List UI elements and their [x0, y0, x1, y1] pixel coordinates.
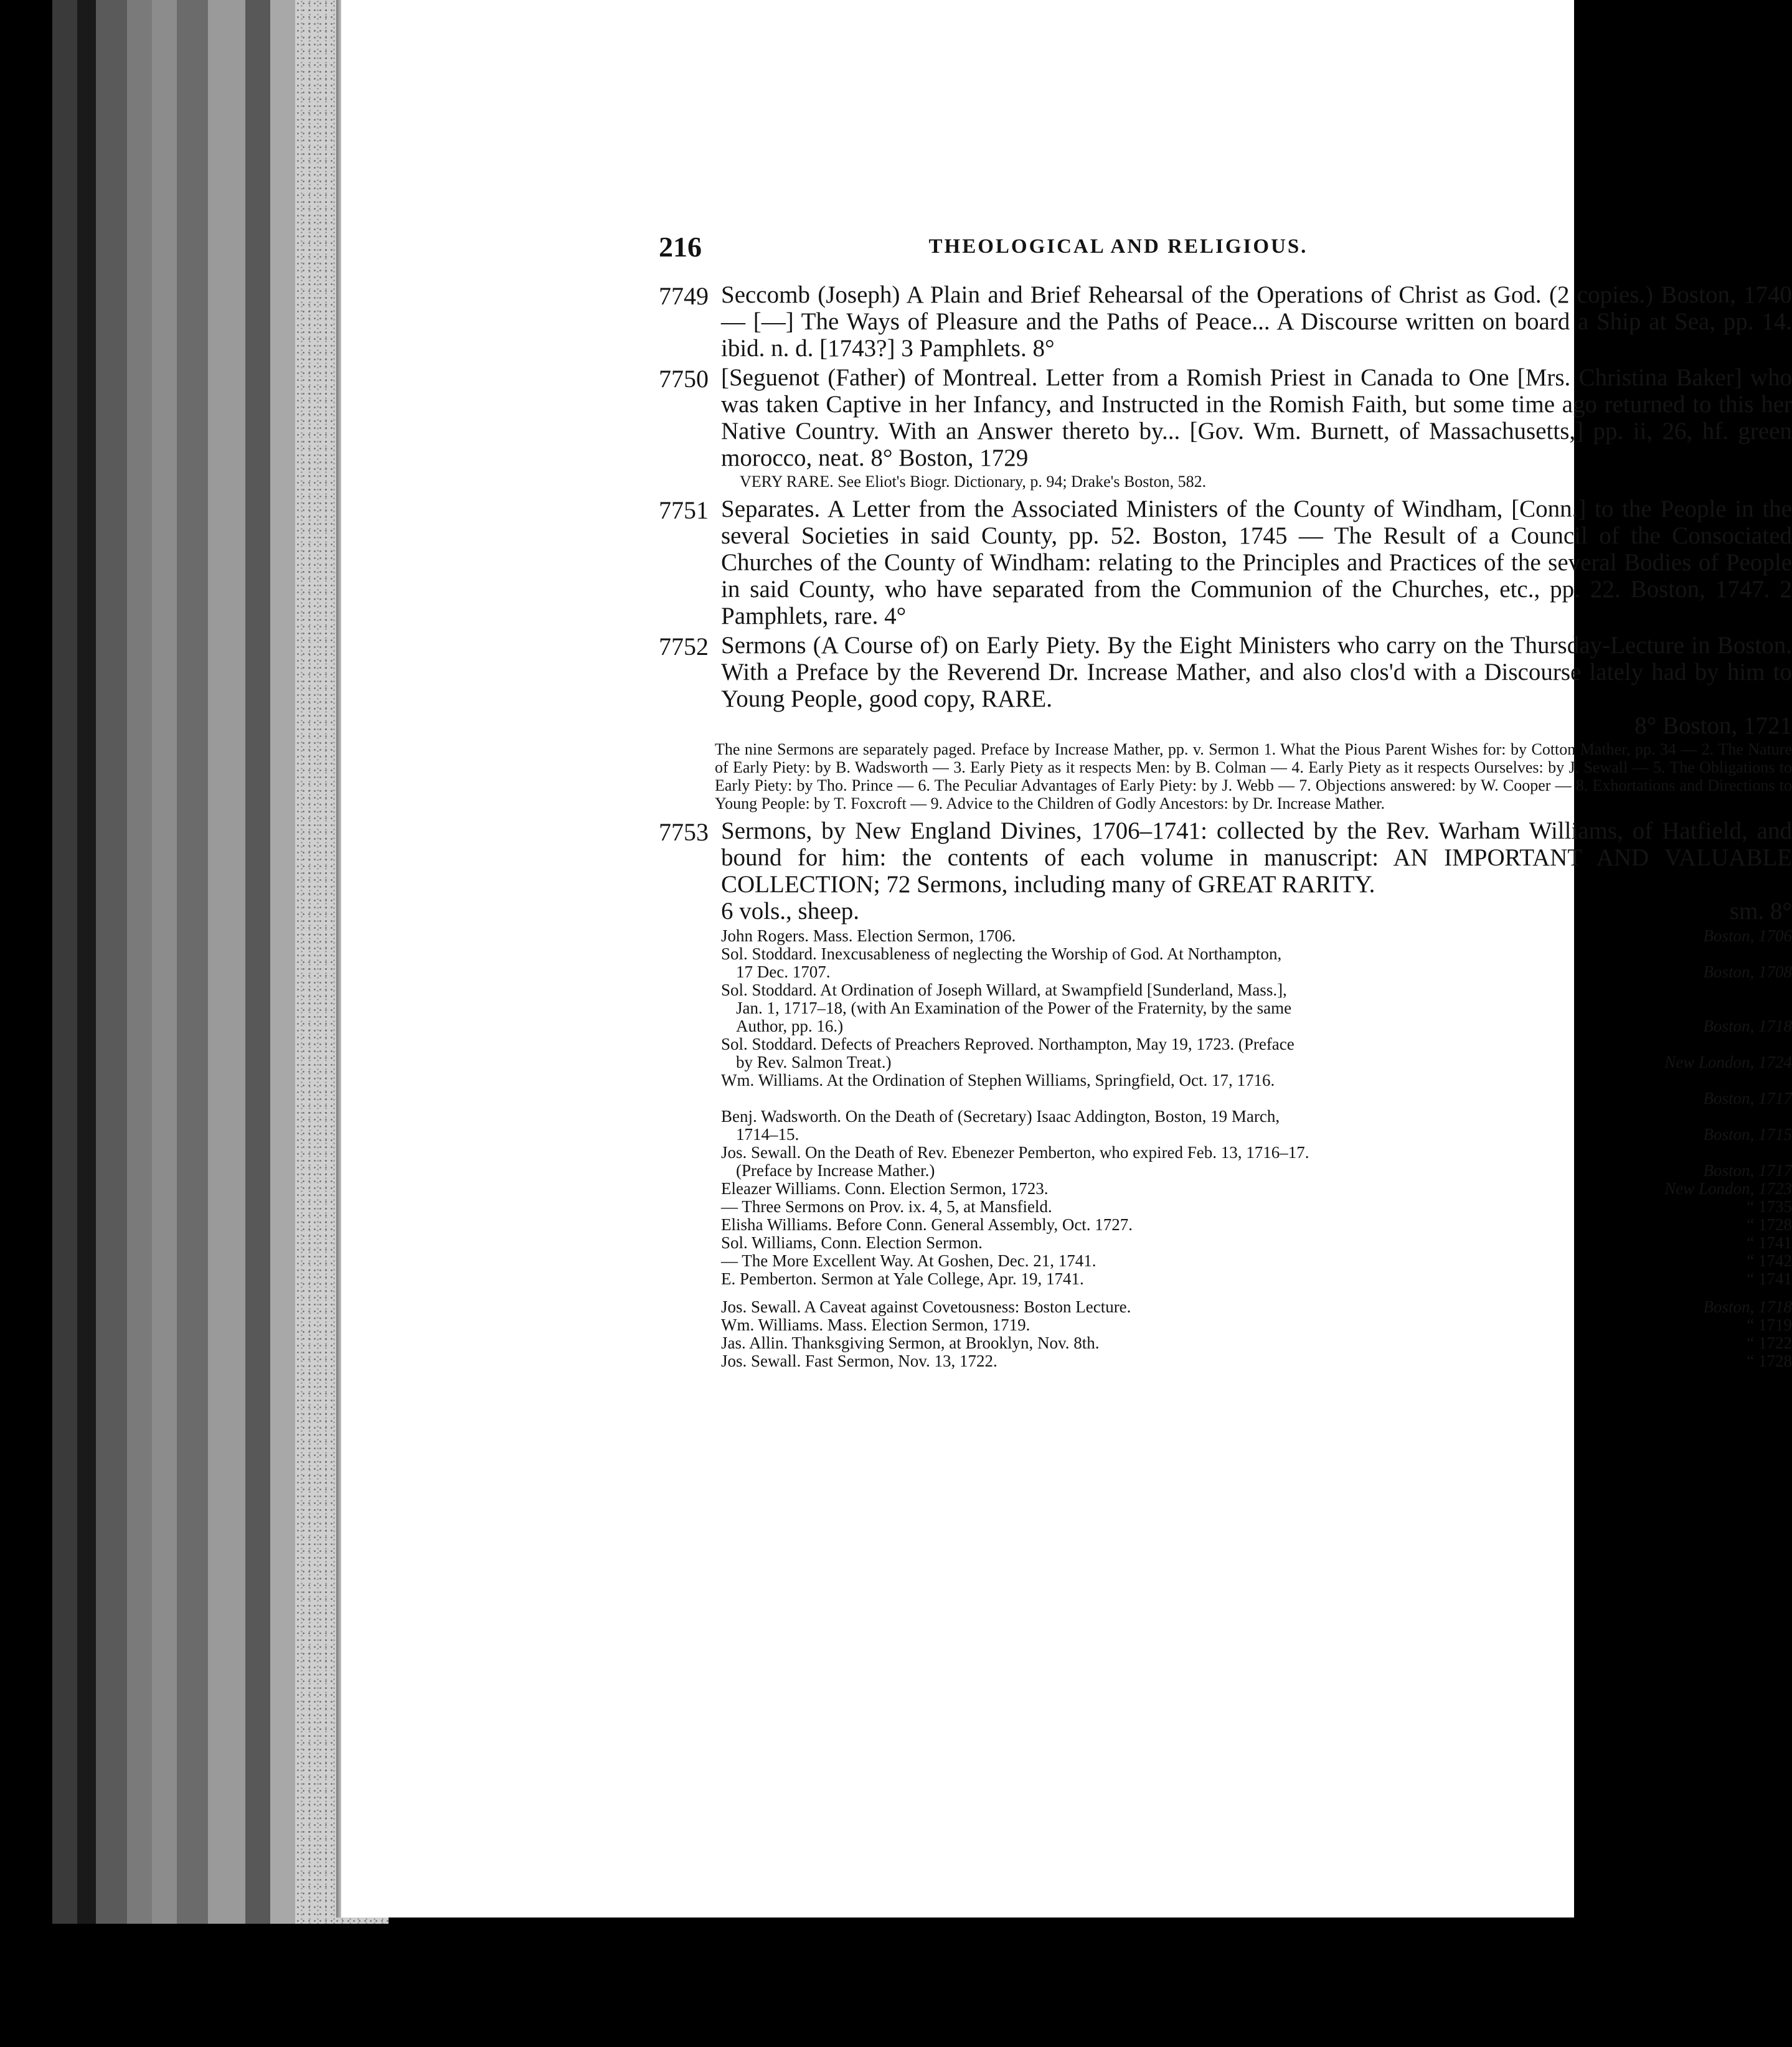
sermon-imprint: New London, 1724	[1664, 1053, 1792, 1071]
sermon-title: Author, pp. 16.)	[736, 1017, 844, 1035]
sermon-title: Jan. 1, 1717–18, (with An Examination of the Power of the Fraternity, by the same	[736, 999, 1292, 1017]
entry-description: Sermons, by New England Divines, 1706–1741: collected by the Rev. Warham Williams, of Hatfield, and bound for him: the contents of each volume in manuscript: AN IMPORTANT AND VALUABLE COLLECTION; 72 Sermons, including many of GREAT RARITY.	[721, 817, 1792, 898]
entry-description: Sermons (A Course of) on Early Piety. By the Eight Ministers who carry on the Thursday-Lecture in Boston. With a Preface by the Reverend Dr. Increase Mather, and also clos'd with a Discourse lately had by him to Young People, good copy, RARE.	[721, 632, 1792, 712]
entry-description: Separates. A Letter from the Associated Ministers of the County of Windham, [Conn.] to the People in the several Societies in said County, pp. 52. Boston, 1745 — The Result of a Council of the Consociated Churches of the County of Windham: relating to the Principles and Practices of the several Bodies of People in said County, who have separated from the Communion of the Churches, etc., pp. 22. Boston, 1747. 2 Pamphlets, rare. 4°	[721, 496, 1792, 629]
sermon-title: Eleazer Williams. Conn. Election Sermon, 1723.	[721, 1179, 1049, 1198]
sermon-imprint: Boston, 1708	[1703, 962, 1792, 981]
sermon-imprint: Boston, 1717	[1703, 1089, 1792, 1108]
sermon-title: 17 Dec. 1707.	[736, 962, 831, 981]
sermon-title: Benj. Wadsworth. On the Death of (Secretary) Isaac Addington, Boston, 19 March,	[721, 1107, 1280, 1126]
sermon-imprint: “ 1728	[1747, 1215, 1792, 1234]
sermon-imprint: “ 1741	[1747, 1233, 1792, 1252]
sermon-title: — The More Excellent Way. At Goshen, Dec. 21, 1741.	[721, 1251, 1096, 1270]
sermon-imprint: “ 1742	[1747, 1251, 1792, 1270]
contents-row	[721, 1198, 1792, 1216]
catalog-entry	[659, 496, 1792, 629]
lot-number: 7749	[659, 282, 709, 310]
entry-description: [Seguenot (Father) of Montreal. Letter from a Romish Priest in Canada to One [Mrs. Christina Baker] who was taken Captive in her Infancy, and Instructed in the Romish Faith, but some time ago returned to this her Native Country. With an Answer thereto by... [Gov. Wm. Burnett, of Massachusetts,] pp. ii, 26, hf. green morocco, neat. 8° Boston, 1729	[721, 364, 1792, 471]
contents-row	[721, 1162, 1792, 1180]
catalog-entry	[659, 632, 1792, 812]
sermon-imprint: Boston, 1715	[1703, 1125, 1792, 1144]
catalog-page	[341, 0, 1792, 1918]
sermon-imprint: “ 1722	[1747, 1334, 1792, 1352]
sermon-title: 1714–15.	[736, 1125, 799, 1144]
entry-imprint: 8° Boston, 1721	[1634, 712, 1792, 739]
sermon-imprint: “ 1728	[1747, 1352, 1792, 1370]
contents-row	[721, 1334, 1792, 1352]
sermon-title: Jos. Sewall. A Caveat against Covetousness: Boston Lecture.	[721, 1297, 1131, 1316]
running-title: THEOLOGICAL AND RELIGIOUS.	[928, 235, 1308, 258]
lot-number: 7750	[659, 365, 709, 393]
contents-row	[721, 999, 1792, 1017]
contents-row	[721, 1216, 1792, 1234]
sermon-imprint: Boston, 1718	[1703, 1017, 1792, 1035]
page-number: 216	[659, 231, 702, 263]
contents-row	[721, 1089, 1792, 1108]
sermon-title: Wm. Williams. Mass. Election Sermon, 1719.	[721, 1315, 1030, 1334]
sermon-title: Sol. Stoddard. Inexcusableness of neglecting the Worship of God. At Northampton,	[721, 944, 1282, 963]
sermon-title: Wm. Williams. At the Ordination of Stephen Williams, Springfield, Oct. 17, 1716.	[721, 1071, 1275, 1089]
contents-row	[721, 1071, 1792, 1089]
catalog-entry	[659, 281, 1792, 362]
sermon-imprint: “ 1719	[1747, 1315, 1792, 1334]
book-page-edges	[52, 0, 339, 1924]
sermon-title: Jos. Sewall. On the Death of Rev. Ebenezer Pemberton, who expired Feb. 13, 1716–17.	[721, 1143, 1309, 1162]
sermon-imprint: Boston, 1706	[1703, 926, 1792, 945]
entry-size: sm. 8°	[1729, 898, 1792, 925]
sermon-imprint: Boston, 1717	[1703, 1161, 1792, 1180]
sermon-title: Sol. Williams, Conn. Election Sermon.	[721, 1233, 983, 1252]
volume-contents-list	[721, 927, 1792, 1370]
contents-row	[721, 1180, 1792, 1198]
contents-row	[721, 945, 1792, 963]
contents-row	[721, 1144, 1792, 1162]
sermon-title: John Rogers. Mass. Election Sermon, 1706.	[721, 926, 1016, 945]
sermon-title: — Three Sermons on Prov. ix. 4, 5, at Mansfield.	[721, 1197, 1052, 1216]
entry-note: VERY RARE. See Eliot's Biogr. Dictionary, p. 94; Drake's Boston, 582.	[740, 473, 1207, 491]
contents-row	[721, 981, 1792, 999]
sermon-imprint: “ 1741	[1747, 1269, 1792, 1288]
contents-row	[721, 1252, 1792, 1270]
entry-description: Seccomb (Joseph) A Plain and Brief Rehearsal of the Operations of Christ as God. (2 copies.) Boston, 1740 — [—] The Ways of Pleasure and the Paths of Peace... A Discourse written on board a Ship at Sea, pp. 14. ibid. n. d. [1743?] 3 Pamphlets. 8°	[721, 281, 1792, 362]
sermon-title: Jos. Sewall. Fast Sermon, Nov. 13, 1722.	[721, 1352, 997, 1370]
sermon-imprint: New London, 1723	[1664, 1179, 1792, 1198]
contents-row	[721, 1126, 1792, 1144]
page-header	[341, 230, 1574, 268]
lot-number: 7752	[659, 633, 709, 661]
lot-number: 7751	[659, 496, 709, 524]
contents-row	[721, 1298, 1792, 1316]
sermon-title: (Preface by Increase Mather.)	[736, 1161, 935, 1180]
contents-row	[721, 963, 1792, 981]
entry-format: 6 vols., sheep.	[721, 898, 860, 925]
contents-row	[721, 1234, 1792, 1252]
sermon-title: Sol. Stoddard. Defects of Preachers Reproved. Northampton, May 19, 1723. (Preface	[721, 1035, 1294, 1053]
sermon-imprint: “ 1735	[1747, 1197, 1792, 1216]
contents-row	[721, 1017, 1792, 1035]
contents-row	[721, 1352, 1792, 1370]
catalog-entry	[659, 364, 1792, 491]
contents-row	[721, 1316, 1792, 1334]
contents-row	[721, 1270, 1792, 1288]
lot-number: 7753	[659, 818, 709, 846]
sermon-title	[721, 1089, 736, 1108]
catalog-entries	[659, 281, 1792, 1373]
contents-row	[721, 927, 1792, 945]
contents-row	[721, 1108, 1792, 1126]
sermon-title: Jas. Allin. Thanksgiving Sermon, at Brooklyn, Nov. 8th.	[721, 1334, 1100, 1352]
sermon-title: by Rev. Salmon Treat.)	[736, 1053, 892, 1071]
sermon-title: Sol. Stoddard. At Ordination of Joseph Willard, at Swampfield [Sunderland, Mass.],	[721, 981, 1287, 999]
sermon-imprint: Boston, 1718	[1703, 1297, 1792, 1316]
contents-row	[721, 1035, 1792, 1053]
sermon-title: Elisha Williams. Before Conn. General Assembly, Oct. 1727.	[721, 1215, 1133, 1234]
contents-row	[721, 1053, 1792, 1071]
catalog-entry	[659, 817, 1792, 1370]
sermon-title: E. Pemberton. Sermon at Yale College, Apr. 19, 1741.	[721, 1269, 1084, 1288]
entry-note: The nine Sermons are separately paged. Preface by Increase Mather, pp. v. Sermon 1. What the Pious Parent Wishes for: by Cotton Mather, pp. 34 — 2. The Nature of Early Piety: by B. Wadsworth — 3. Early Piety as it respects Men: by B. Colman — 4. Early Piety as it respects Ourselves: by J. Sewall — 5. The Obligations to Early Piety: by Tho. Prince — 6. The Peculiar Advantages of Early Piety: by J. Webb — 7. Objections answered: by W. Cooper — 8. Exhortations and Directions to Young People: by T. Foxcroft — 9. Advice to the Children of Godly Ancestors: by Dr. Increase Mather.	[715, 740, 1792, 812]
